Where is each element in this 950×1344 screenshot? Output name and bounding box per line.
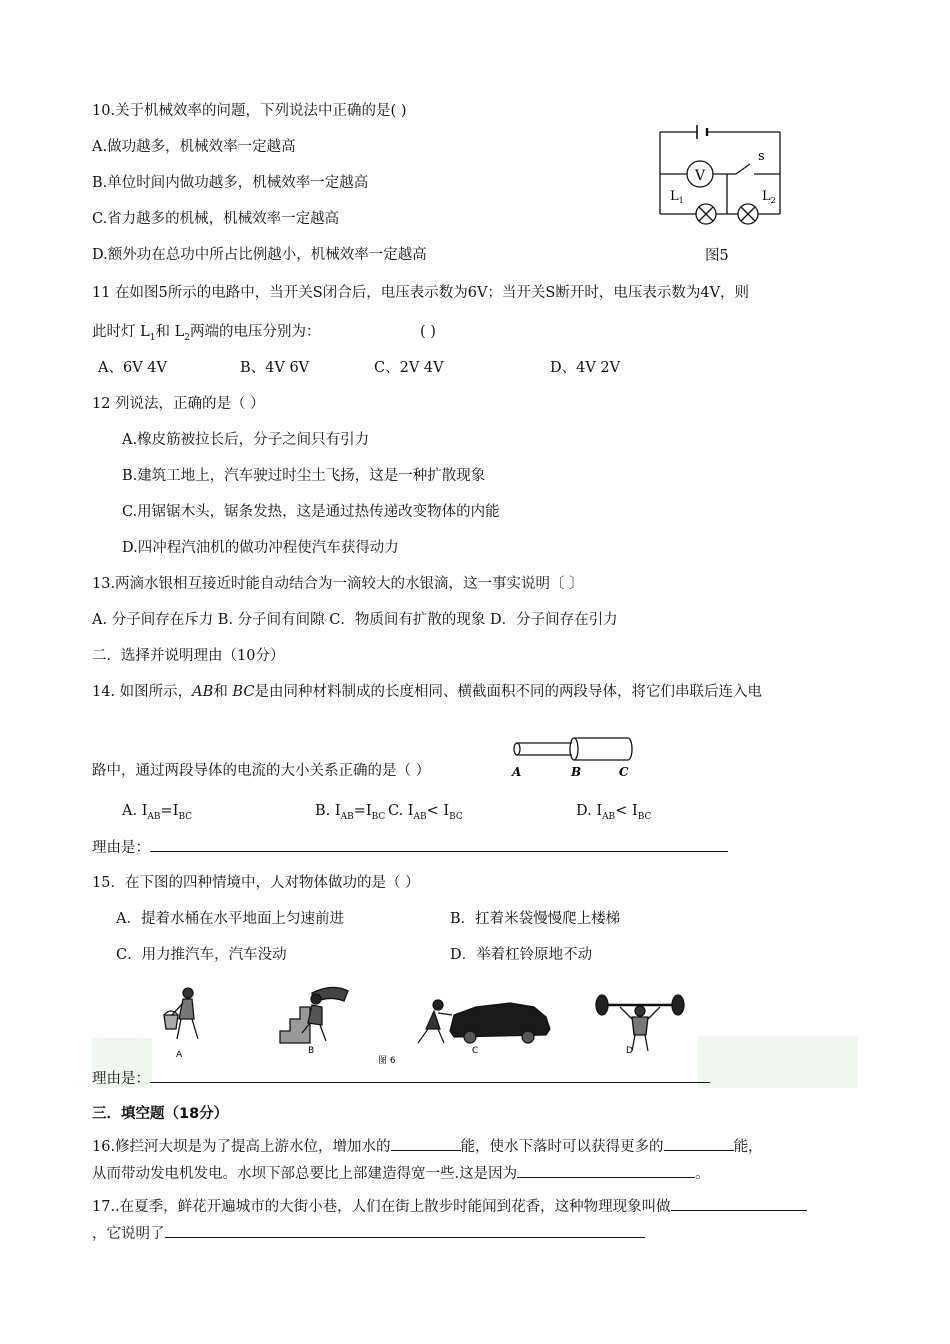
q10-stem: 10.关于机械效率的问题，下列说法中正确的是( ) xyxy=(92,103,407,119)
q14-opt-d-eq: < I xyxy=(615,803,638,819)
q14-opt-d-sub1: AB xyxy=(602,811,616,822)
conductor-label-a: A xyxy=(512,765,522,779)
q12-stem: 12 列说法，正确的是（ ） xyxy=(92,396,265,412)
q14-opt-a-sub2: BC xyxy=(178,811,193,822)
scene-b-stairs-person xyxy=(280,987,348,1043)
q14-option-c xyxy=(388,801,463,827)
q14-option-d xyxy=(576,801,651,827)
lamp-l2-label: L xyxy=(762,189,771,204)
q11-option-a: A、6V 4V xyxy=(98,360,167,376)
section-2-heading: 二．选择并说明理由（10分） xyxy=(92,648,285,664)
q14-reason-blank[interactable] xyxy=(150,837,728,852)
q14-line1 xyxy=(92,682,762,702)
q16-blank-3[interactable] xyxy=(517,1163,695,1178)
q12-option-d: D.四冲程汽油机的做功冲程使汽车获得动力 xyxy=(122,540,399,556)
q17-text: 17..在夏季，鲜花开遍城市的大街小巷，人们在街上散步时能闻到花香，这种物理现象叫做 xyxy=(92,1199,671,1215)
switch-label: s xyxy=(758,149,765,164)
section-3-heading: 三．填空题（18分） xyxy=(92,1106,229,1122)
q14-ab: AB xyxy=(192,684,214,700)
q15-reason-label: 理由是： xyxy=(92,1071,150,1087)
q11-answer-paren: ( ) xyxy=(420,324,436,340)
q14-opt-d-text: D. I xyxy=(576,803,603,819)
scene-label-b: B xyxy=(308,1046,315,1056)
q15-reason-blank[interactable] xyxy=(150,1068,710,1083)
q16-line1 xyxy=(92,1136,763,1157)
q15-option-c: C．用力推汽车，汽车没动 xyxy=(116,947,287,963)
q14-opt-a-text: A. I xyxy=(122,803,148,819)
q14-opt-c-sub1: AB xyxy=(413,811,427,822)
q16-text-a: 16.修拦河大坝是为了提高上游水位，增加水的 xyxy=(92,1139,391,1155)
q14-opt-a-sub1: AB xyxy=(147,811,161,822)
svg-text:L1 xyxy=(670,189,684,205)
q14-opt-b-text: B. I xyxy=(315,803,341,819)
q10-option-a: A.做功越多，机械效率一定越高 xyxy=(92,139,296,155)
q14-text-mid: 和 xyxy=(213,684,233,700)
q16-blank-2[interactable] xyxy=(664,1136,734,1151)
q11-sub1: 1 xyxy=(149,332,156,343)
q17-text-2: ，它说明了 xyxy=(92,1226,165,1242)
q16-text-b: 能，使水下落时可以获得更多的 xyxy=(460,1139,664,1155)
scene-label-d: D xyxy=(626,1046,633,1056)
q11-text: 此时灯 L xyxy=(92,324,150,340)
q15-option-d: D．举着杠铃原地不动 xyxy=(450,947,593,963)
q17-blank-2[interactable] xyxy=(165,1223,645,1238)
q11-sub2: 2 xyxy=(184,332,190,343)
q14-opt-b-sub2: BC xyxy=(371,811,386,822)
q14-opt-a-eq: =I xyxy=(160,803,179,819)
q11-text-mid: 和 L xyxy=(155,324,185,340)
lamp-l1-sub: 1 xyxy=(678,196,684,205)
conductor-figure xyxy=(508,735,638,779)
q10-option-d: D.额外功在总功中所占比例越小，机械效率一定越高 xyxy=(92,247,427,263)
q12-option-b: B.建筑工地上，汽车驶过时尘土飞扬，这是一种扩散现象 xyxy=(122,468,486,484)
scene-label-c: C xyxy=(472,1046,479,1056)
q11-text-post: 两端的电压分别为： xyxy=(189,324,321,340)
circuit-figure-5 xyxy=(650,122,790,240)
q16-blank-1[interactable] xyxy=(391,1136,461,1151)
q14-opt-c-text: C. I xyxy=(388,803,414,819)
svg-text:L2 xyxy=(762,189,776,205)
q16-text-d: 从而带动发电机发电。水坝下部总要比上部建造得宽一些.这是因为 xyxy=(92,1166,518,1182)
q15-option-b: B．扛着米袋慢慢爬上楼梯 xyxy=(450,911,621,927)
q14-text: 14. 如图所示， xyxy=(92,684,193,700)
q16-text-e: 。 xyxy=(695,1166,710,1182)
q15-stem: 15．在下图的四种情境中，人对物体做功的是（ ） xyxy=(92,875,420,891)
q14-text-post: 是由同种材料制成的长度相同、横截面积不同的两段导体，将它们串联后连入电 xyxy=(254,684,762,700)
lamp-l2-sub: 2 xyxy=(770,196,776,205)
scene-label-a: A xyxy=(176,1050,183,1060)
scene-d-weightlifter xyxy=(596,995,684,1051)
voltmeter-label: V xyxy=(695,168,706,184)
conductor-label-c: C xyxy=(619,765,629,779)
q11-option-d: D、4V 2V xyxy=(550,360,621,376)
q12-option-c: C.用锯锯木头，锯条发热，这是通过热传递改变物体的内能 xyxy=(122,504,500,520)
figure-6-bg-right xyxy=(698,1036,858,1088)
q11-option-c: C、2V 4V xyxy=(374,360,444,376)
q13-stem: 13.两滴水银相互接近时能自动结合为一滴较大的水银滴，这一事实说明〔 〕 xyxy=(92,576,584,592)
q14-opt-d-sub2: BC xyxy=(637,811,652,822)
q14-line2: 路中，通过两段导体的电流的大小关系正确的是（ ） xyxy=(92,763,431,779)
q10-option-b: B.单位时间内做功越多，机械效率一定越高 xyxy=(92,175,369,191)
q16-line2 xyxy=(92,1163,710,1184)
scene-c-pushing-car xyxy=(418,1000,550,1043)
q14-option-a xyxy=(122,801,192,827)
scene-a-bucket-person xyxy=(164,988,198,1039)
q17-line1 xyxy=(92,1196,807,1217)
q14-opt-c-eq: < I xyxy=(426,803,450,819)
q12-option-a: A.橡皮筋被拉长后，分子之间只有引力 xyxy=(122,432,370,448)
q15-option-a: A．提着水桶在水平地面上匀速前进 xyxy=(116,911,344,927)
figure-5-caption: 图5 xyxy=(705,248,729,264)
work-scenes-figure-6 xyxy=(150,985,695,1065)
q11-line1: 11 在如图5所示的电路中，当开关S闭合后，电压表示数为6V；当开关S断开时，电压表示数为4V，则 xyxy=(92,285,750,301)
q14-opt-b-eq: =I xyxy=(353,803,372,819)
q14-opt-b-sub1: AB xyxy=(340,811,354,822)
lamp-l1-label: L xyxy=(670,189,679,204)
q16-text-c: 能， xyxy=(733,1139,763,1155)
q11-line2 xyxy=(92,322,320,348)
q17-blank-1[interactable] xyxy=(671,1196,807,1211)
q14-bc: BC xyxy=(232,684,255,700)
q14-reason xyxy=(92,837,728,858)
q11-option-b: B、4V 6V xyxy=(240,360,310,376)
figure-6-caption: 图 6 xyxy=(378,1056,396,1065)
conductor-label-b: B xyxy=(571,765,582,779)
q13-options: A. 分子间存在斥力 B. 分子间有间隙 C．物质间有扩散的现象 D．分子间存在引力 xyxy=(92,612,618,628)
q17-line2 xyxy=(92,1223,645,1244)
q14-reason-label: 理由是： xyxy=(92,840,150,856)
q15-reason xyxy=(92,1068,710,1089)
q10-option-c: C.省力越多的机械，机械效率一定越高 xyxy=(92,211,340,227)
q14-opt-c-sub2: BC xyxy=(449,811,463,822)
q14-option-b xyxy=(315,801,385,827)
